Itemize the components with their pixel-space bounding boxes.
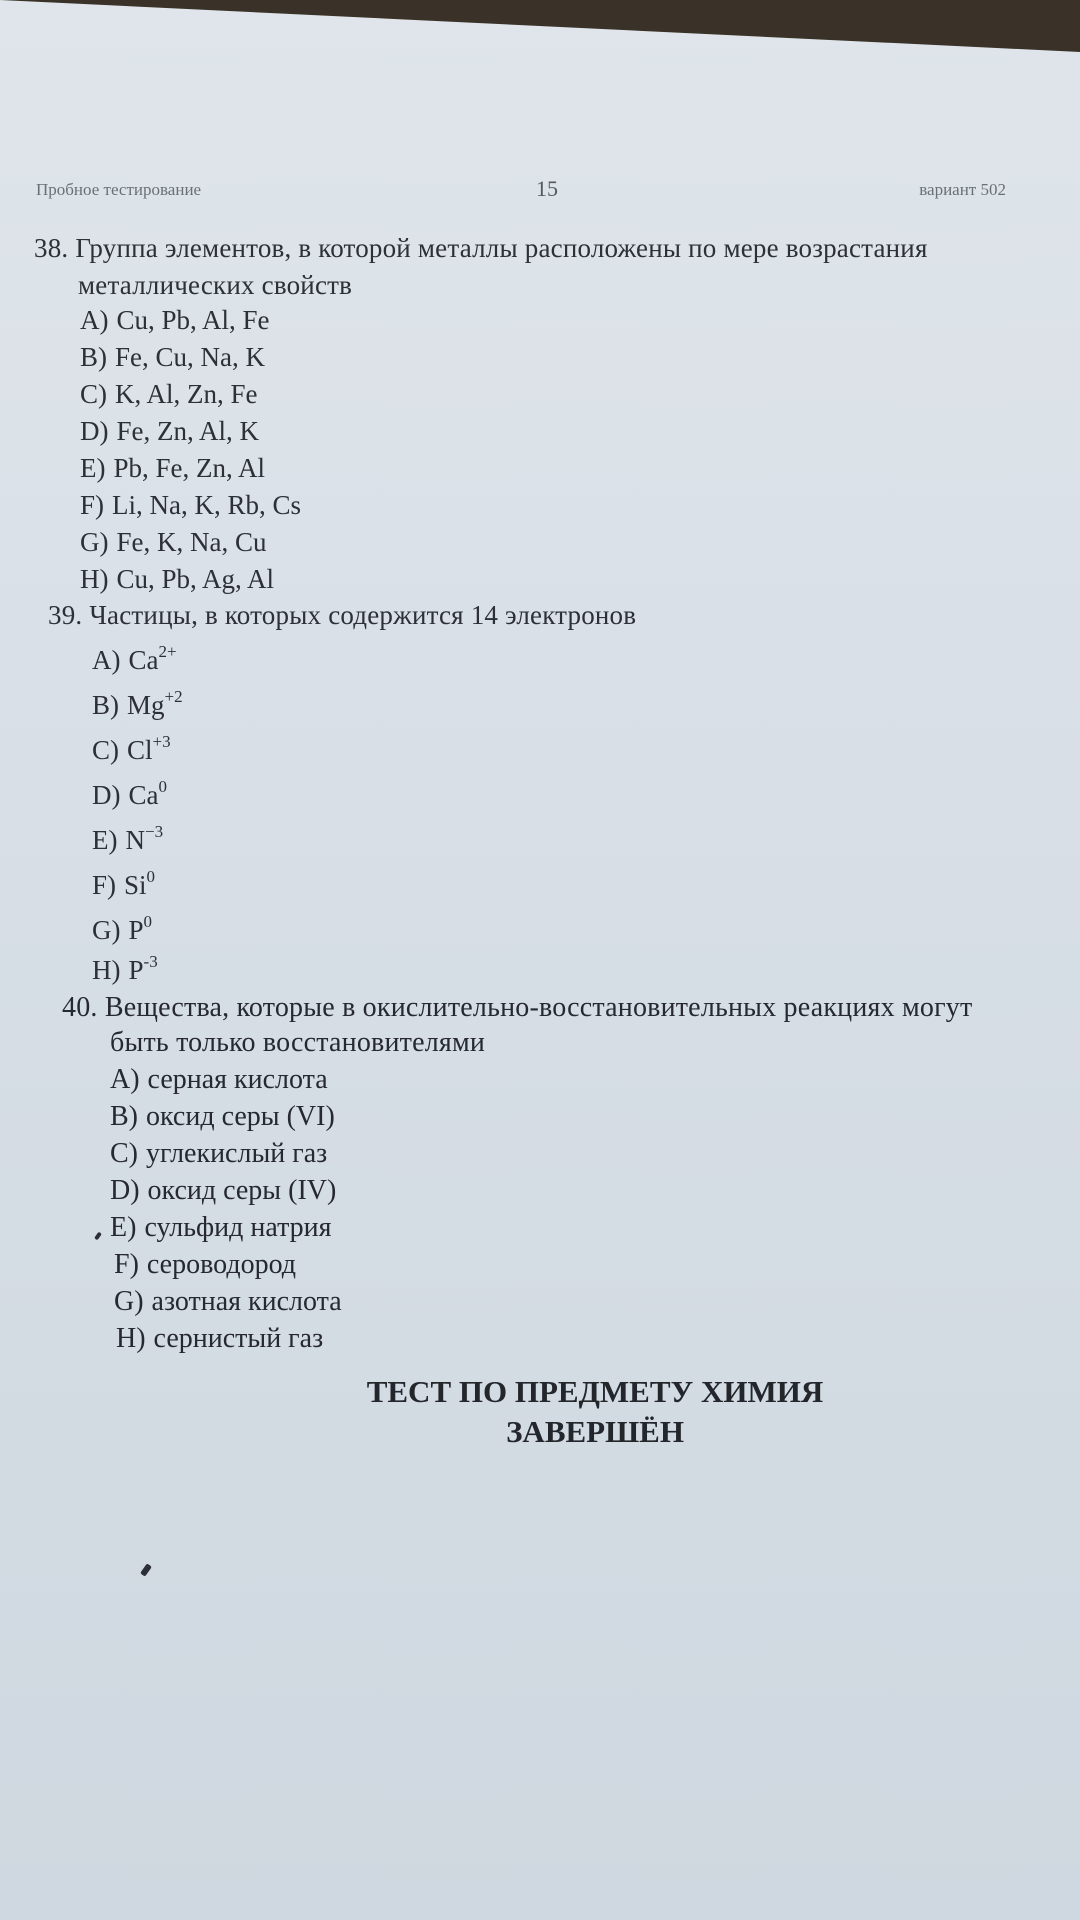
option-38-e	[80, 453, 265, 484]
option-40-g	[114, 1286, 342, 1318]
question-39-number: 39.	[48, 600, 83, 630]
option-39-f	[92, 867, 156, 901]
option-text: сероводород	[146, 1249, 297, 1280]
option-base: Ca	[128, 780, 159, 810]
option-letter: D)	[110, 1175, 140, 1206]
option-40-b	[110, 1101, 335, 1133]
question-38-text-line1: Группа элементов, в которой металлы расположены по мере возрастания	[75, 233, 928, 263]
question-39-line	[48, 600, 636, 631]
option-text: оксид серы (IV)	[147, 1175, 337, 1206]
option-superscript: 0	[146, 867, 156, 886]
option-text: Pb, Fe, Zn, Al	[113, 453, 266, 483]
question-39-text: Частицы, в которых содержится 14 электронов	[89, 600, 637, 630]
option-base: Mg	[127, 690, 165, 720]
option-letter: D)	[80, 416, 109, 446]
option-38-h	[80, 564, 274, 595]
option-letter: G)	[92, 915, 121, 945]
option-superscript: +2	[164, 687, 183, 706]
option-base: N	[125, 825, 145, 855]
option-text: Li, Na, K, Rb, Cs	[112, 490, 302, 520]
option-text: Cu, Pb, Ag, Al	[116, 564, 275, 594]
option-38-b	[80, 342, 265, 373]
option-letter: F)	[114, 1249, 139, 1280]
option-39-g	[92, 912, 153, 946]
option-base: P	[128, 915, 144, 945]
pen-mark	[140, 1563, 152, 1576]
question-38-text-line2: металлических свойств	[78, 270, 353, 300]
option-text: K, Al, Zn, Fe	[115, 379, 258, 409]
option-letter: C)	[80, 379, 107, 409]
option-base: Si	[124, 870, 147, 900]
option-40-d	[110, 1175, 336, 1207]
option-letter: A)	[92, 645, 121, 675]
question-40-text-line1: Вещества, которые в окислительно-восстановительных реакциях могут	[104, 992, 973, 1023]
question-40-number: 40.	[62, 992, 98, 1023]
option-40-h	[116, 1323, 323, 1355]
option-base: Ca	[128, 645, 159, 675]
header-title: Пробное тестирование	[36, 180, 202, 199]
option-text: Fe, Cu, Na, K	[115, 342, 265, 372]
variant-label: вариант 502	[919, 180, 1006, 199]
option-letter: H)	[116, 1323, 146, 1354]
question-40-text-line2: быть только восстановителями	[110, 1027, 486, 1058]
option-letter: D)	[92, 780, 121, 810]
option-letter: F)	[80, 490, 105, 520]
option-39-d	[92, 777, 167, 811]
final-title-line2: ЗАВЕРШЁН	[506, 1414, 684, 1449]
option-letter: A)	[110, 1064, 140, 1095]
option-39-a	[92, 642, 177, 676]
question-38-number: 38.	[34, 233, 69, 263]
option-base: Cl	[127, 735, 153, 765]
option-superscript: 2+	[158, 642, 177, 661]
option-39-e	[92, 822, 164, 856]
option-text: оксид серы (VI)	[146, 1101, 335, 1132]
question-40-line1	[62, 992, 972, 1024]
option-text: Cu, Pb, Al, Fe	[116, 305, 270, 335]
option-letter: E)	[92, 825, 118, 855]
option-40-c	[110, 1138, 327, 1170]
option-38-a	[80, 305, 270, 336]
question-38-line1	[34, 233, 928, 264]
option-superscript: 0	[158, 777, 167, 796]
option-letter: C)	[110, 1138, 138, 1169]
option-38-g	[80, 527, 267, 558]
option-40-f	[114, 1249, 296, 1281]
option-superscript: −3	[144, 822, 164, 841]
option-superscript: -3	[143, 952, 158, 971]
option-38-d	[80, 416, 259, 447]
option-text: Fe, K, Na, Cu	[116, 527, 267, 557]
option-letter: E)	[80, 453, 106, 483]
option-letter: B)	[80, 342, 107, 372]
option-letter: H)	[80, 564, 109, 594]
option-39-b	[92, 687, 183, 721]
option-letter: F)	[92, 870, 117, 900]
option-base: P	[128, 955, 144, 985]
option-letter: H)	[92, 955, 121, 985]
pen-mark	[94, 1232, 102, 1241]
option-40-e	[110, 1212, 332, 1244]
option-text: сульфид натрия	[144, 1212, 332, 1243]
option-superscript: 0	[143, 912, 153, 931]
option-38-c	[80, 379, 258, 410]
option-text: сернистый газ	[153, 1323, 324, 1354]
option-letter: B)	[110, 1101, 138, 1132]
option-39-c	[92, 732, 171, 766]
final-title-line1: ТЕСТ ПО ПРЕДМЕТУ ХИМИЯ	[366, 1374, 824, 1409]
option-letter: G)	[80, 527, 109, 557]
option-letter: G)	[114, 1286, 144, 1317]
option-40-a	[110, 1064, 328, 1096]
option-text: азотная кислота	[151, 1286, 342, 1317]
option-text: серная кислота	[147, 1064, 328, 1095]
option-text: углекислый газ	[146, 1138, 328, 1169]
option-letter: B)	[92, 690, 119, 720]
option-letter: C)	[92, 735, 119, 765]
option-38-f	[80, 490, 301, 521]
option-letter: A)	[80, 305, 109, 335]
page-number: 15	[536, 176, 558, 201]
option-letter: E)	[110, 1212, 137, 1243]
option-text: Fe, Zn, Al, K	[116, 416, 260, 446]
option-superscript: +3	[152, 732, 171, 751]
option-39-h	[92, 952, 158, 986]
